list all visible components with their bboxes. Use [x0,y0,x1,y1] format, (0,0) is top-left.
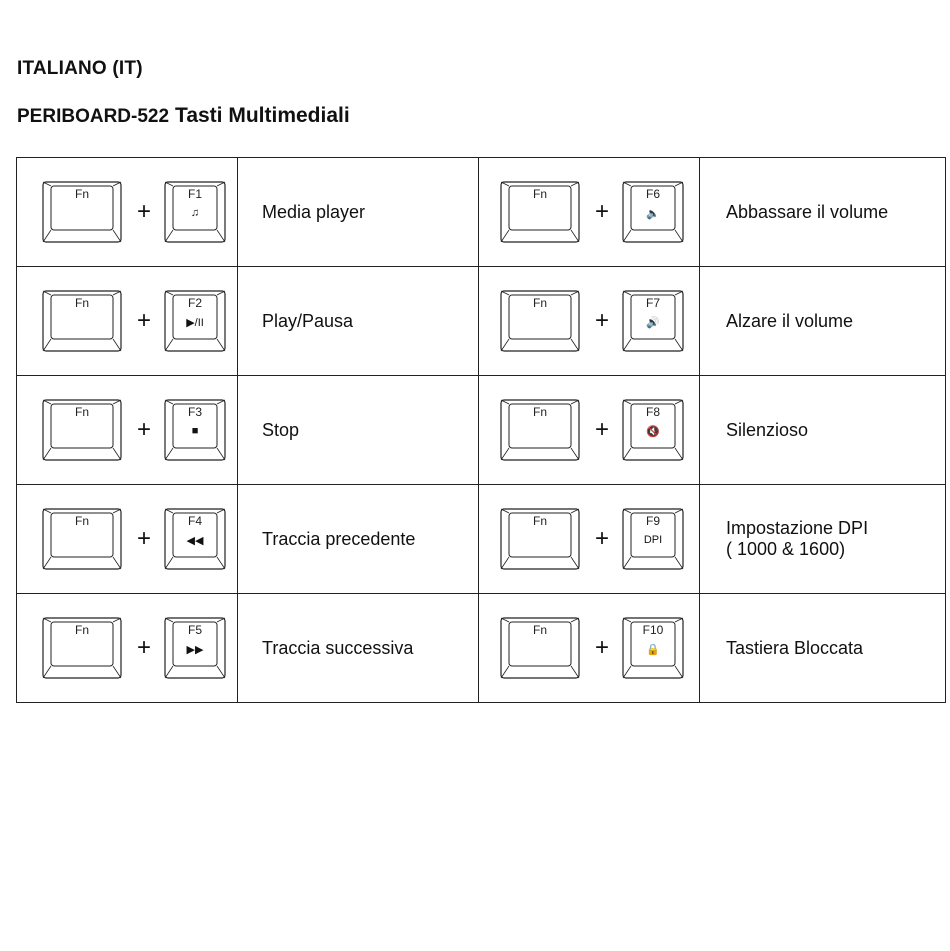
plus-sign: + [137,525,152,552]
lock-icon: 🔒 [646,644,660,656]
function-key-label: F3 [188,405,203,419]
fn-key-label: Fn [532,623,547,637]
shortcut-description: Play/Pausa [262,310,354,331]
fn-key [41,507,123,571]
key-combo-cell [479,158,700,267]
key-combo-cell [17,485,238,594]
shortcut-description: Tastiera Bloccata [726,637,864,658]
description-cell [700,485,946,594]
shortcut-table [16,157,946,703]
fn-key [41,616,123,680]
description-cell [238,485,479,594]
function-key-label: F1 [188,187,203,201]
description-cell [238,376,479,485]
table-row [17,594,946,703]
fn-key-label: Fn [74,405,89,419]
key-combo-cell [17,158,238,267]
fn-key-label: Fn [532,514,547,528]
table-row [17,267,946,376]
shortcut-description: Silenzioso [726,419,809,440]
rewind-icon: ◀◀ [186,535,204,547]
key-combo-cell [479,594,700,703]
key-combo-cell [479,376,700,485]
fn-key [499,616,581,680]
stop-icon: ■ [191,425,199,437]
fast-forward-icon: ▶▶ [186,644,204,656]
function-key [163,398,227,462]
plus-sign: + [595,307,610,334]
function-key-label: F7 [646,296,661,310]
function-key-label: F4 [188,514,203,528]
key-combo-cell [479,485,700,594]
description-cell [700,267,946,376]
table-row [17,158,946,267]
fn-key-label: Fn [532,296,547,310]
page-subtitle: Tasti Multimediali [175,104,350,127]
play-pause-icon: ▶/II [186,317,204,329]
function-key [621,398,685,462]
description-cell [238,594,479,703]
key-combo-cell [17,594,238,703]
fn-key-label: Fn [74,514,89,528]
shortcut-description: Alzare il volume [726,310,854,331]
plus-sign: + [137,634,152,661]
function-key [163,289,227,353]
fn-key-label: Fn [532,405,547,419]
fn-key-label: Fn [74,623,89,637]
fn-key [499,398,581,462]
shortcut-description: Traccia precedente [262,528,416,549]
plus-sign: + [137,198,152,225]
description-cell [700,376,946,485]
shortcut-description: ( 1000 & 1600) [726,539,846,559]
table-row [17,485,946,594]
fn-key [41,398,123,462]
fn-key [499,289,581,353]
page-title [17,104,350,128]
fn-key-label: Fn [532,187,547,201]
fn-key-label: Fn [74,296,89,310]
fn-key [41,289,123,353]
function-key-label: F5 [188,623,203,637]
description-cell [238,158,479,267]
function-key-label: F2 [188,296,203,310]
function-key-label: F10 [642,623,664,637]
shortcut-description: Impostazione DPI [726,518,869,538]
plus-sign: + [595,634,610,661]
function-key-label: F9 [646,514,661,528]
shortcut-description: Traccia successiva [262,637,414,658]
function-key-label: F8 [646,405,661,419]
shortcut-description: Stop [262,419,300,440]
volume-down-icon: 🔈 [646,208,660,220]
model-name: PERIBOARD-522 [17,106,170,127]
fn-key [499,180,581,244]
function-key-label: F6 [646,187,661,201]
key-combo-cell [17,267,238,376]
plus-sign: + [595,525,610,552]
description-cell [700,594,946,703]
plus-sign: + [137,416,152,443]
mute-icon: 🔇 [646,426,660,438]
plus-sign: + [137,307,152,334]
dpi-icon: DPI [643,534,663,546]
function-key [163,180,227,244]
key-combo-cell [479,267,700,376]
description-cell [238,267,479,376]
shortcut-description: Media player [262,201,366,222]
function-key [163,616,227,680]
music-note-icon: ♫ [190,207,200,219]
key-combo-cell [17,376,238,485]
function-key [163,507,227,571]
function-key [621,507,685,571]
fn-key [499,507,581,571]
fn-key [41,180,123,244]
description-cell [700,158,946,267]
function-key [621,180,685,244]
volume-up-icon: 🔊 [646,317,660,329]
language-heading: ITALIANO (IT) [17,58,143,79]
fn-key-label: Fn [74,187,89,201]
plus-sign: + [595,416,610,443]
shortcut-description: Abbassare il volume [726,201,889,222]
function-key [621,289,685,353]
function-key [621,616,685,680]
table-row [17,376,946,485]
plus-sign: + [595,198,610,225]
